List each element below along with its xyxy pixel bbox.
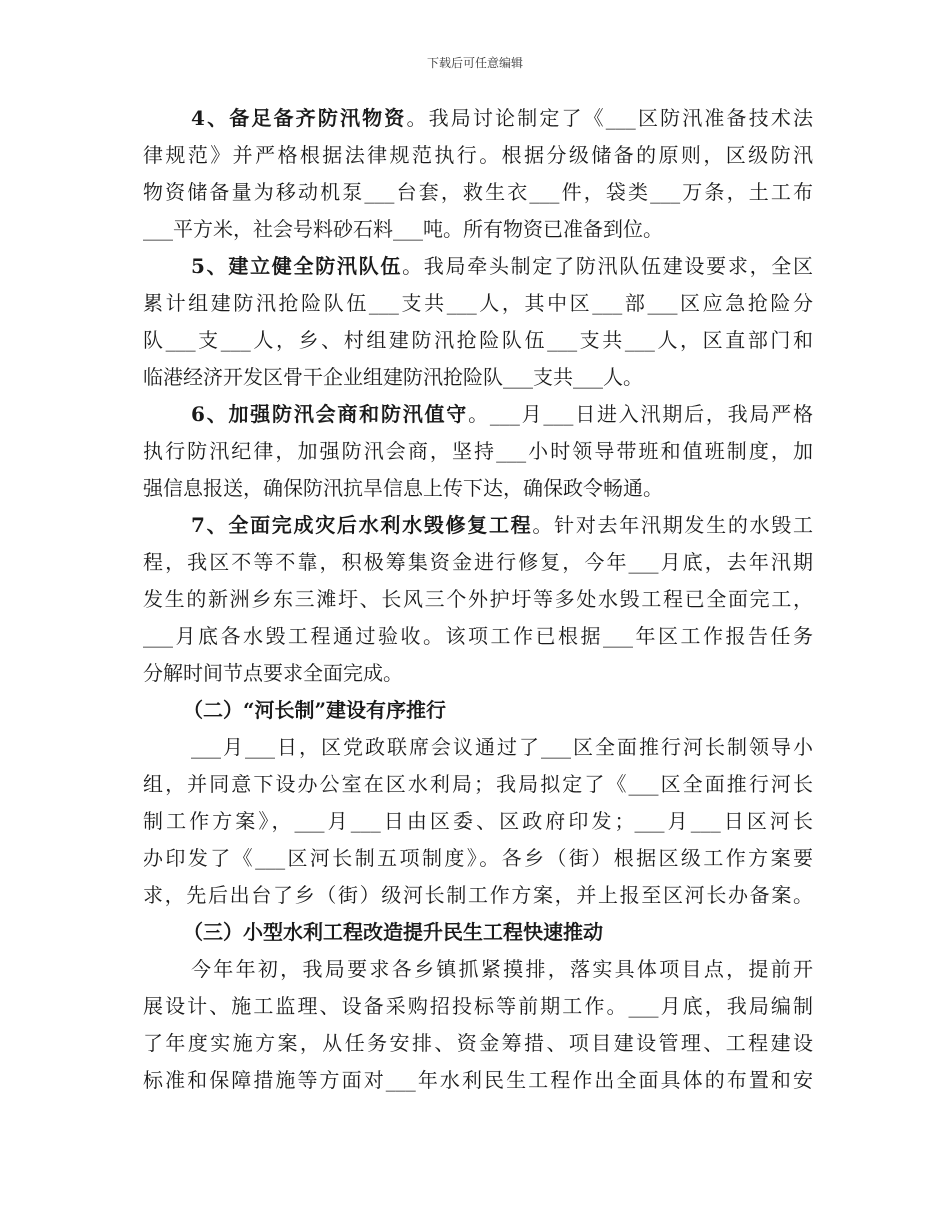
text-line: [143, 840, 813, 877]
paragraph-text: 今年年初，我局要求各乡镇抓紧摸排，落实具体项目点，提前开: [191, 957, 813, 981]
section-heading: 4、备足备齐防汛物资: [191, 106, 407, 130]
paragraph-text: 发生的新洲乡东三滩圩、长风三个外护圩等多处水毁工程已全面完工，: [143, 587, 813, 611]
text-line: [143, 100, 813, 137]
paragraph-text: 。我局讨论制定了《___区防汛准备技术法: [406, 106, 814, 130]
text-line: [143, 692, 813, 729]
paragraph-text: 展设计、施工监理、设备采购招投标等前期工作。___月底，我局编制: [143, 994, 813, 1018]
text-line: [143, 433, 813, 470]
text-line: [143, 766, 813, 803]
document-body: [143, 100, 813, 1099]
paragraph-text: 。我局牵头制定了防汛队伍建设要求，全区: [402, 254, 814, 278]
paragraph-text: 律规范》并严格根据法律规范执行。根据分级储备的原则，区级防汛: [143, 143, 813, 167]
text-line: [143, 211, 813, 248]
text-line: [143, 988, 813, 1025]
text-line: [143, 655, 813, 692]
text-line: [143, 581, 813, 618]
paragraph-text: 临港经济开发区骨干企业组建防汛抢险队___支共___人。: [143, 365, 643, 389]
paragraph-text: 队___支___人，乡、村组建防汛抢险队伍___支共___人，区直部门和: [143, 328, 813, 352]
section-heading: 5、建立健全防汛队伍: [191, 254, 403, 278]
text-line: [143, 322, 813, 359]
paragraph-text: 执行防汛纪律，加强防汛会商，坚持___小时领导带班和值班制度，加: [143, 439, 813, 463]
paragraph-text: 了年度实施方案，从任务安排、资金筹措、项目建设管理、工程建设: [143, 1031, 813, 1055]
text-line: [143, 618, 813, 655]
text-line: [143, 1062, 813, 1099]
text-line: [143, 803, 813, 840]
text-line: [143, 359, 813, 396]
paragraph-text: 累计组建防汛抢险队伍___支共___人，其中区___部___区应急抢险分: [143, 291, 813, 315]
paragraph-text: 求，先后出台了乡（街）级河长制工作方案，并上报至区河长办备案。: [143, 883, 813, 907]
paragraph-text: 物资储备量为移动机泵___台套，救生衣___件，袋类___万条，土工布: [143, 180, 813, 204]
paragraph-text: ___平方米，社会号料砂石料___吨。所有物资已准备到位。: [143, 217, 663, 241]
paragraph-text: 制工作方案》，___月___日由区委、区政府印发；___月___日区河长: [143, 809, 813, 833]
paragraph-text: 分解时间节点要求全面完成。: [143, 661, 403, 685]
text-line: [143, 248, 813, 285]
paragraph-text: 。___月___日进入汛期后，我局严格: [468, 402, 814, 426]
paragraph-text: 办印发了《___区河长制五项制度》。各乡（街）根据区级工作方案要: [143, 846, 813, 870]
text-line: [143, 914, 813, 951]
text-line: [143, 1025, 813, 1062]
text-line: [143, 137, 813, 174]
paragraph-text: ___月底各水毁工程通过验收。该项工作已根据___年区工作报告任务: [143, 624, 813, 648]
paragraph-text: 程，我区不等不靠，积极筹集资金进行修复，今年___月底，去年汛期: [143, 550, 813, 574]
page-header: 下载后可任意编辑: [426, 56, 523, 70]
section-heading: 6、加强防汛会商和防汛值守: [191, 402, 469, 426]
text-line: [143, 285, 813, 322]
text-line: [143, 729, 813, 766]
text-line: [143, 174, 813, 211]
text-line: [143, 507, 813, 544]
paragraph-text: 标准和保障措施等方面对___年水利民生工程作出全面具体的布置和安: [143, 1068, 813, 1092]
text-line: [143, 951, 813, 988]
section-heading: （三）小型水利工程改造提升民生工程快速推动: [183, 920, 603, 944]
text-line: [143, 396, 813, 433]
paragraph-text: 组，并同意下设办公室在区水利局；我局拟定了《___区全面推行河长: [143, 772, 813, 796]
paragraph-text: 强信息报送，确保防汛抗旱信息上传下达，确保政令畅通。: [143, 476, 663, 500]
paragraph-text: ___月___日，区党政联席会议通过了___区全面推行河长制领导小: [191, 735, 813, 759]
text-line: [143, 470, 813, 507]
section-heading: 7、全面完成灾后水利水毁修复工程: [191, 513, 533, 537]
text-line: [143, 544, 813, 581]
text-line: [143, 877, 813, 914]
section-heading: （二）“河长制”建设有序推行: [183, 698, 447, 722]
paragraph-text: 。针对去年汛期发生的水毁工: [532, 513, 813, 537]
